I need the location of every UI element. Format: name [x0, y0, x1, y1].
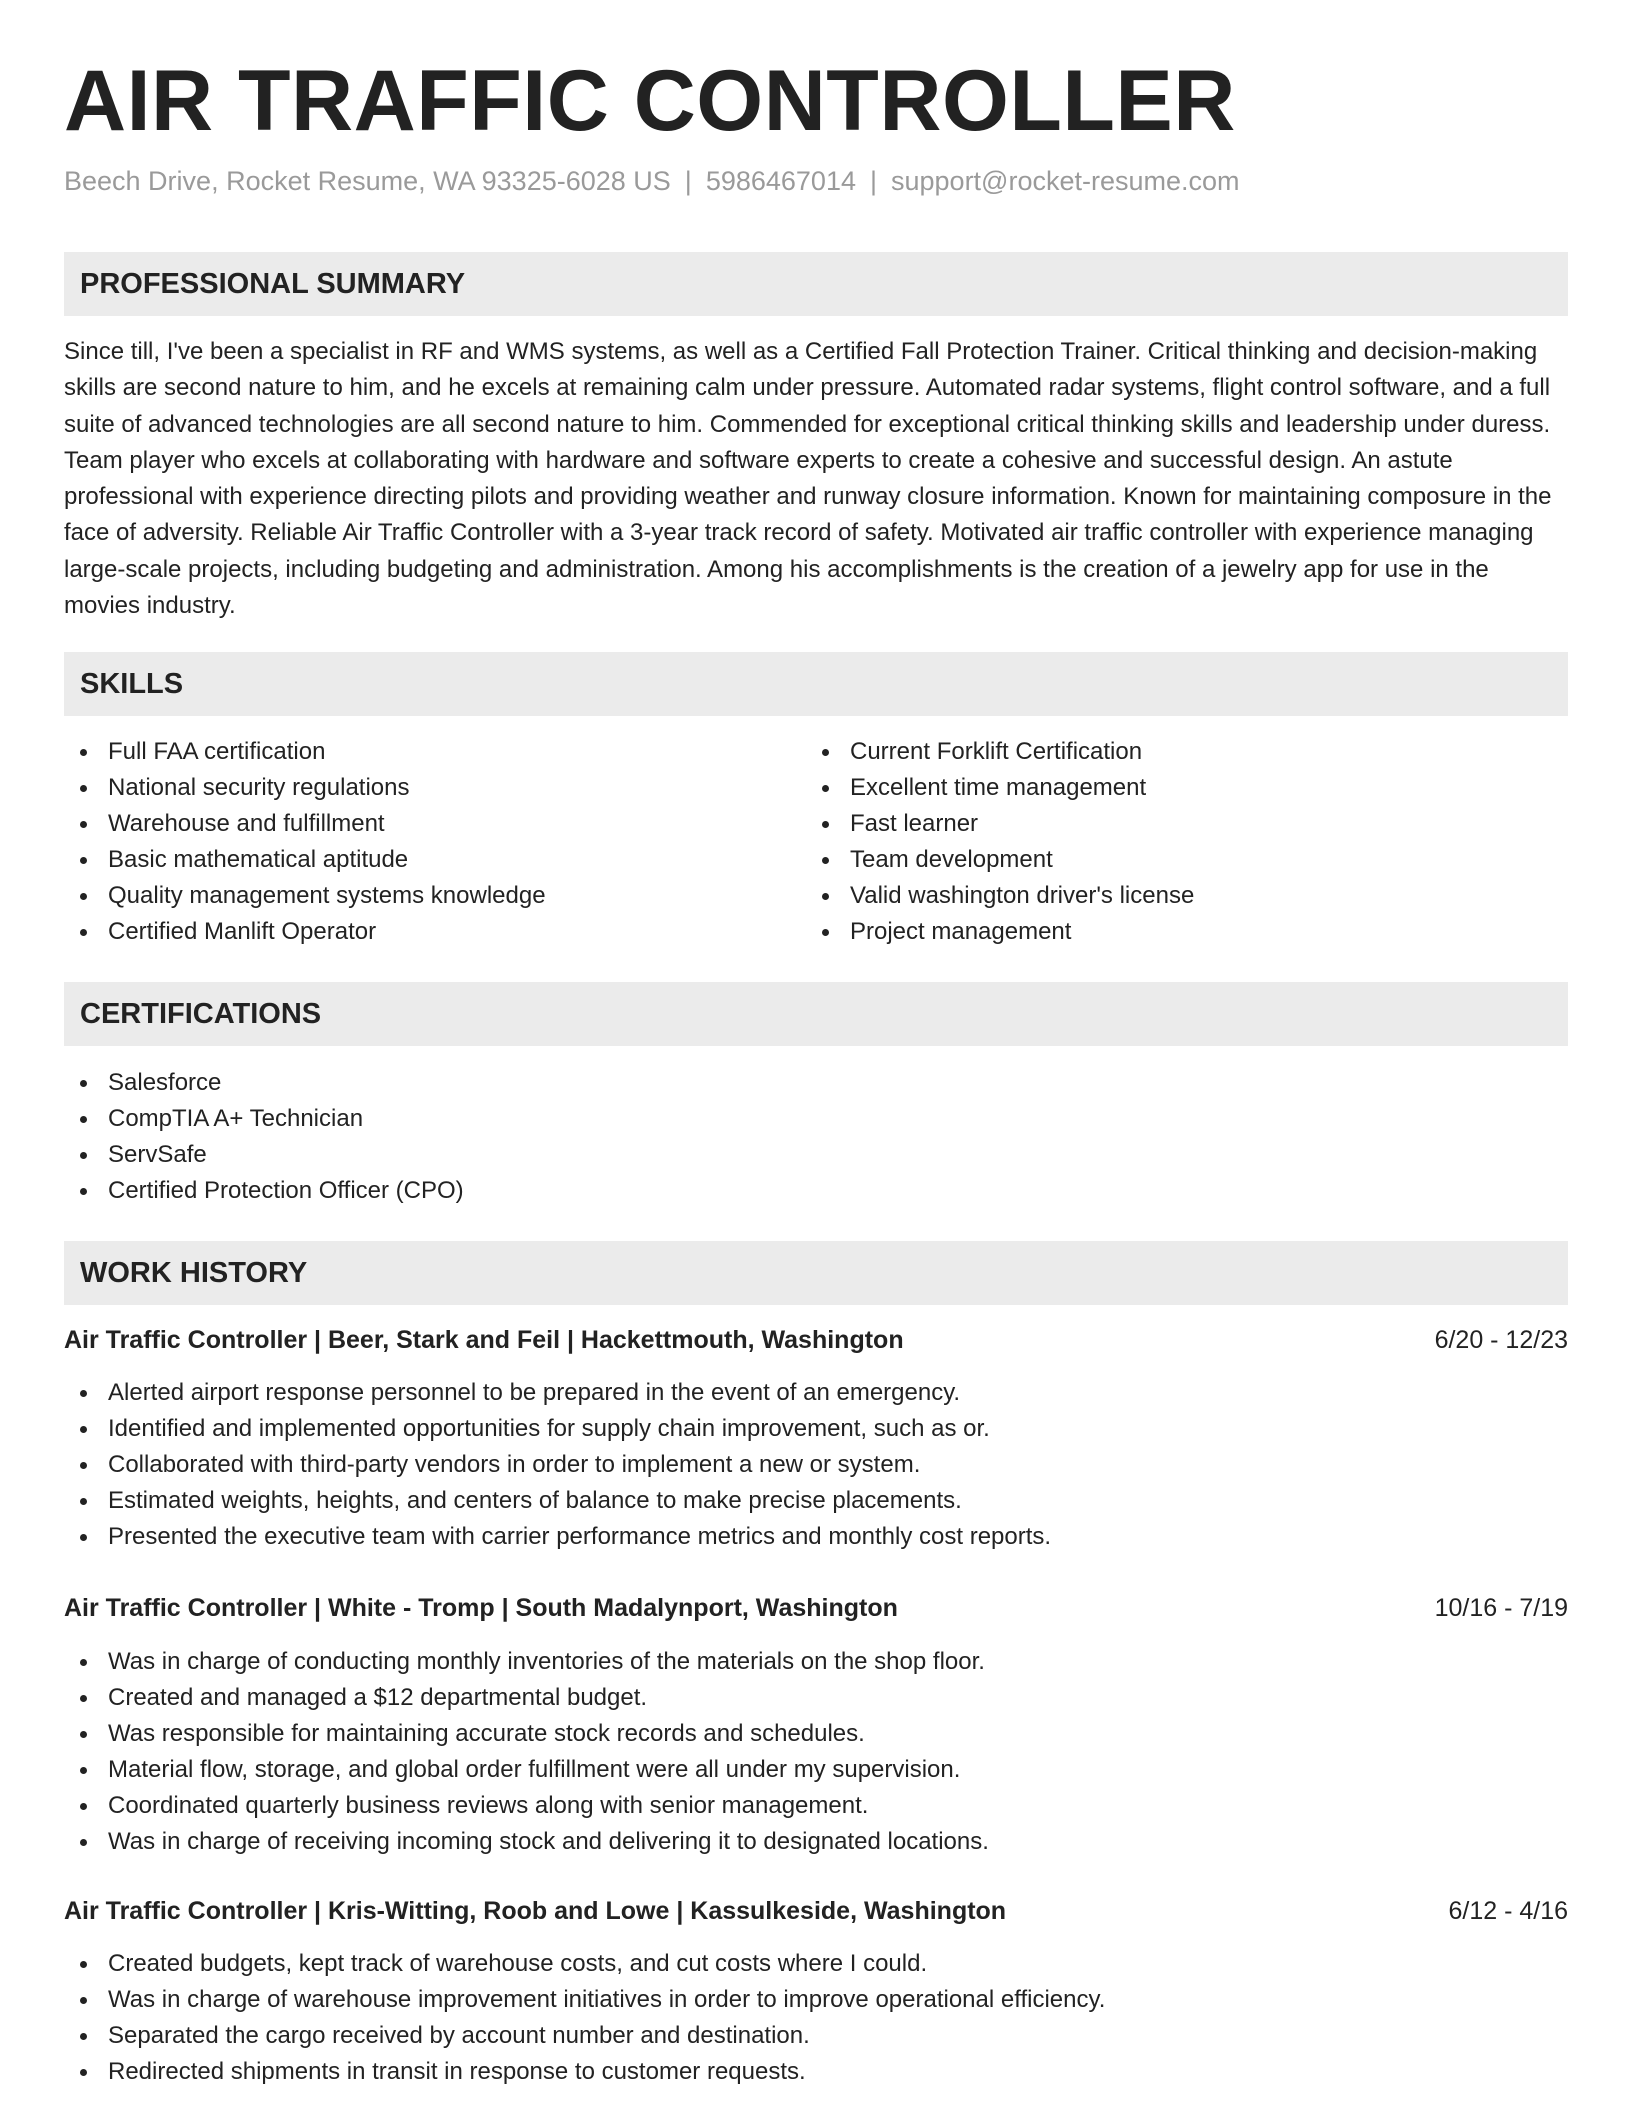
job-header [64, 1893, 1568, 1929]
contact-address: Beech Drive, Rocket Resume, WA 93325-6028 US [64, 166, 671, 196]
job-title: Air Traffic Controller | Beer, Stark and Feil | Hackettmouth, Washington [64, 1326, 904, 1354]
certification-item: Certified Protection Officer (CPO) [64, 1173, 464, 1209]
job-title: Air Traffic Controller | White - Tromp | South Madalynport, Washington [64, 1594, 898, 1622]
certifications-list [64, 1065, 464, 1209]
certification-item: CompTIA A+ Technician [64, 1101, 464, 1137]
job-bullets [64, 1644, 989, 1860]
skill-item: Team development [806, 842, 1194, 878]
summary-section-header [64, 252, 1568, 316]
job-title: Air Traffic Controller | Kris-Witting, Roob and Lowe | Kassulkeside, Washington [64, 1897, 1007, 1925]
skill-item: Certified Manlift Operator [64, 914, 546, 950]
skill-item: Warehouse and fulfillment [64, 806, 546, 842]
skill-item: Fast learner [806, 806, 1194, 842]
contact-separator: | [684, 166, 692, 196]
contact-line [64, 166, 1240, 197]
skill-item: Basic mathematical aptitude [64, 842, 546, 878]
certification-item: ServSafe [64, 1137, 464, 1173]
job-bullet: Collaborated with third-party vendors in order to implement a new or system. [64, 1447, 1051, 1483]
job-bullet: Was responsible for maintaining accurate stock records and schedules. [64, 1716, 989, 1752]
work-history-heading: WORK HISTORY [80, 1257, 308, 1289]
job-bullet: Redirected shipments in transit in response to customer requests. [64, 2054, 1105, 2090]
job-bullet: Separated the cargo received by account number and destination. [64, 2018, 1105, 2054]
job-header [64, 1590, 1568, 1626]
resume-title: AIR TRAFFIC CONTROLLER [64, 53, 1236, 149]
job-bullets [64, 1375, 1051, 1555]
job-bullet: Created budgets, kept track of warehouse costs, and cut costs where I could. [64, 1946, 1105, 1982]
contact-phone: 5986467014 [705, 166, 856, 196]
job-bullet: Created and managed a $12 departmental budget. [64, 1680, 989, 1716]
skill-item: Current Forklift Certification [806, 734, 1194, 770]
skill-item: Quality management systems knowledge [64, 878, 546, 914]
job-bullet: Coordinated quarterly business reviews along with senior management. [64, 1788, 989, 1824]
summary-heading: PROFESSIONAL SUMMARY [80, 268, 466, 300]
job-bullet: Alerted airport response personnel to be prepared in the event of an emergency. [64, 1375, 1051, 1411]
skill-item: Excellent time management [806, 770, 1194, 806]
work-history-section-header [64, 1241, 1568, 1305]
job-dates: 6/12 - 4/16 [1448, 1897, 1568, 1925]
skills-section-header [64, 652, 1568, 716]
skills-list-left [64, 734, 546, 950]
certification-item: Salesforce [64, 1065, 464, 1101]
skill-item: Valid washington driver's license [806, 878, 1194, 914]
job-bullet: Was in charge of warehouse improvement initiatives in order to improve operational efficiency. [64, 1982, 1105, 2018]
job-header [64, 1322, 1568, 1358]
job-bullets [64, 1946, 1105, 2090]
summary-text: Since till, I've been a specialist in RF and WMS systems, as well as a Certified Fall Protection Trainer. Critical thinking and decision-making skills are second nature to him, and he excels at remaining calm under pressure. Automated radar systems, flight control software, and a full suite of advanced technologies are all second nature to him. Commended for exceptional critical thinking skills and leadership under duress. Team player who excels at collaborating with hardware and software experts to create a cohesive and successful design. An astute professional with experience directing pilots and providing weather and runway closure information. Known for maintaining composure in the face of adversity. Reliable Air Traffic Controller with a 3-year track record of safety. Motivated air traffic controller with experience managing large-scale projects, including budgeting and administration. Among his accomplishments is the creation of a jewelry app for use in the movies industry. [64, 338, 1552, 620]
skills-heading: SKILLS [80, 668, 184, 700]
job-dates: 6/20 - 12/23 [1434, 1326, 1568, 1354]
job-bullet: Was in charge of receiving incoming stock and delivering it to designated locations. [64, 1824, 989, 1860]
job-bullet: Presented the executive team with carrier performance metrics and monthly cost reports. [64, 1519, 1051, 1555]
skill-item: Full FAA certification [64, 734, 546, 770]
skill-item: National security regulations [64, 770, 546, 806]
job-bullet: Was in charge of conducting monthly inventories of the materials on the shop floor. [64, 1644, 989, 1680]
job-dates: 10/16 - 7/19 [1434, 1594, 1568, 1622]
skill-item: Project management [806, 914, 1194, 950]
contact-separator: | [869, 166, 877, 196]
contact-email[interactable]: support@rocket-resume.com [891, 166, 1240, 196]
certifications-section-header [64, 982, 1568, 1046]
job-bullet: Estimated weights, heights, and centers of balance to make precise placements. [64, 1483, 1051, 1519]
job-bullet: Identified and implemented opportunities for supply chain improvement, such as or. [64, 1411, 1051, 1447]
job-bullet: Material flow, storage, and global order fulfillment were all under my supervision. [64, 1752, 989, 1788]
certifications-heading: CERTIFICATIONS [80, 998, 322, 1030]
skills-list-right [806, 734, 1194, 950]
